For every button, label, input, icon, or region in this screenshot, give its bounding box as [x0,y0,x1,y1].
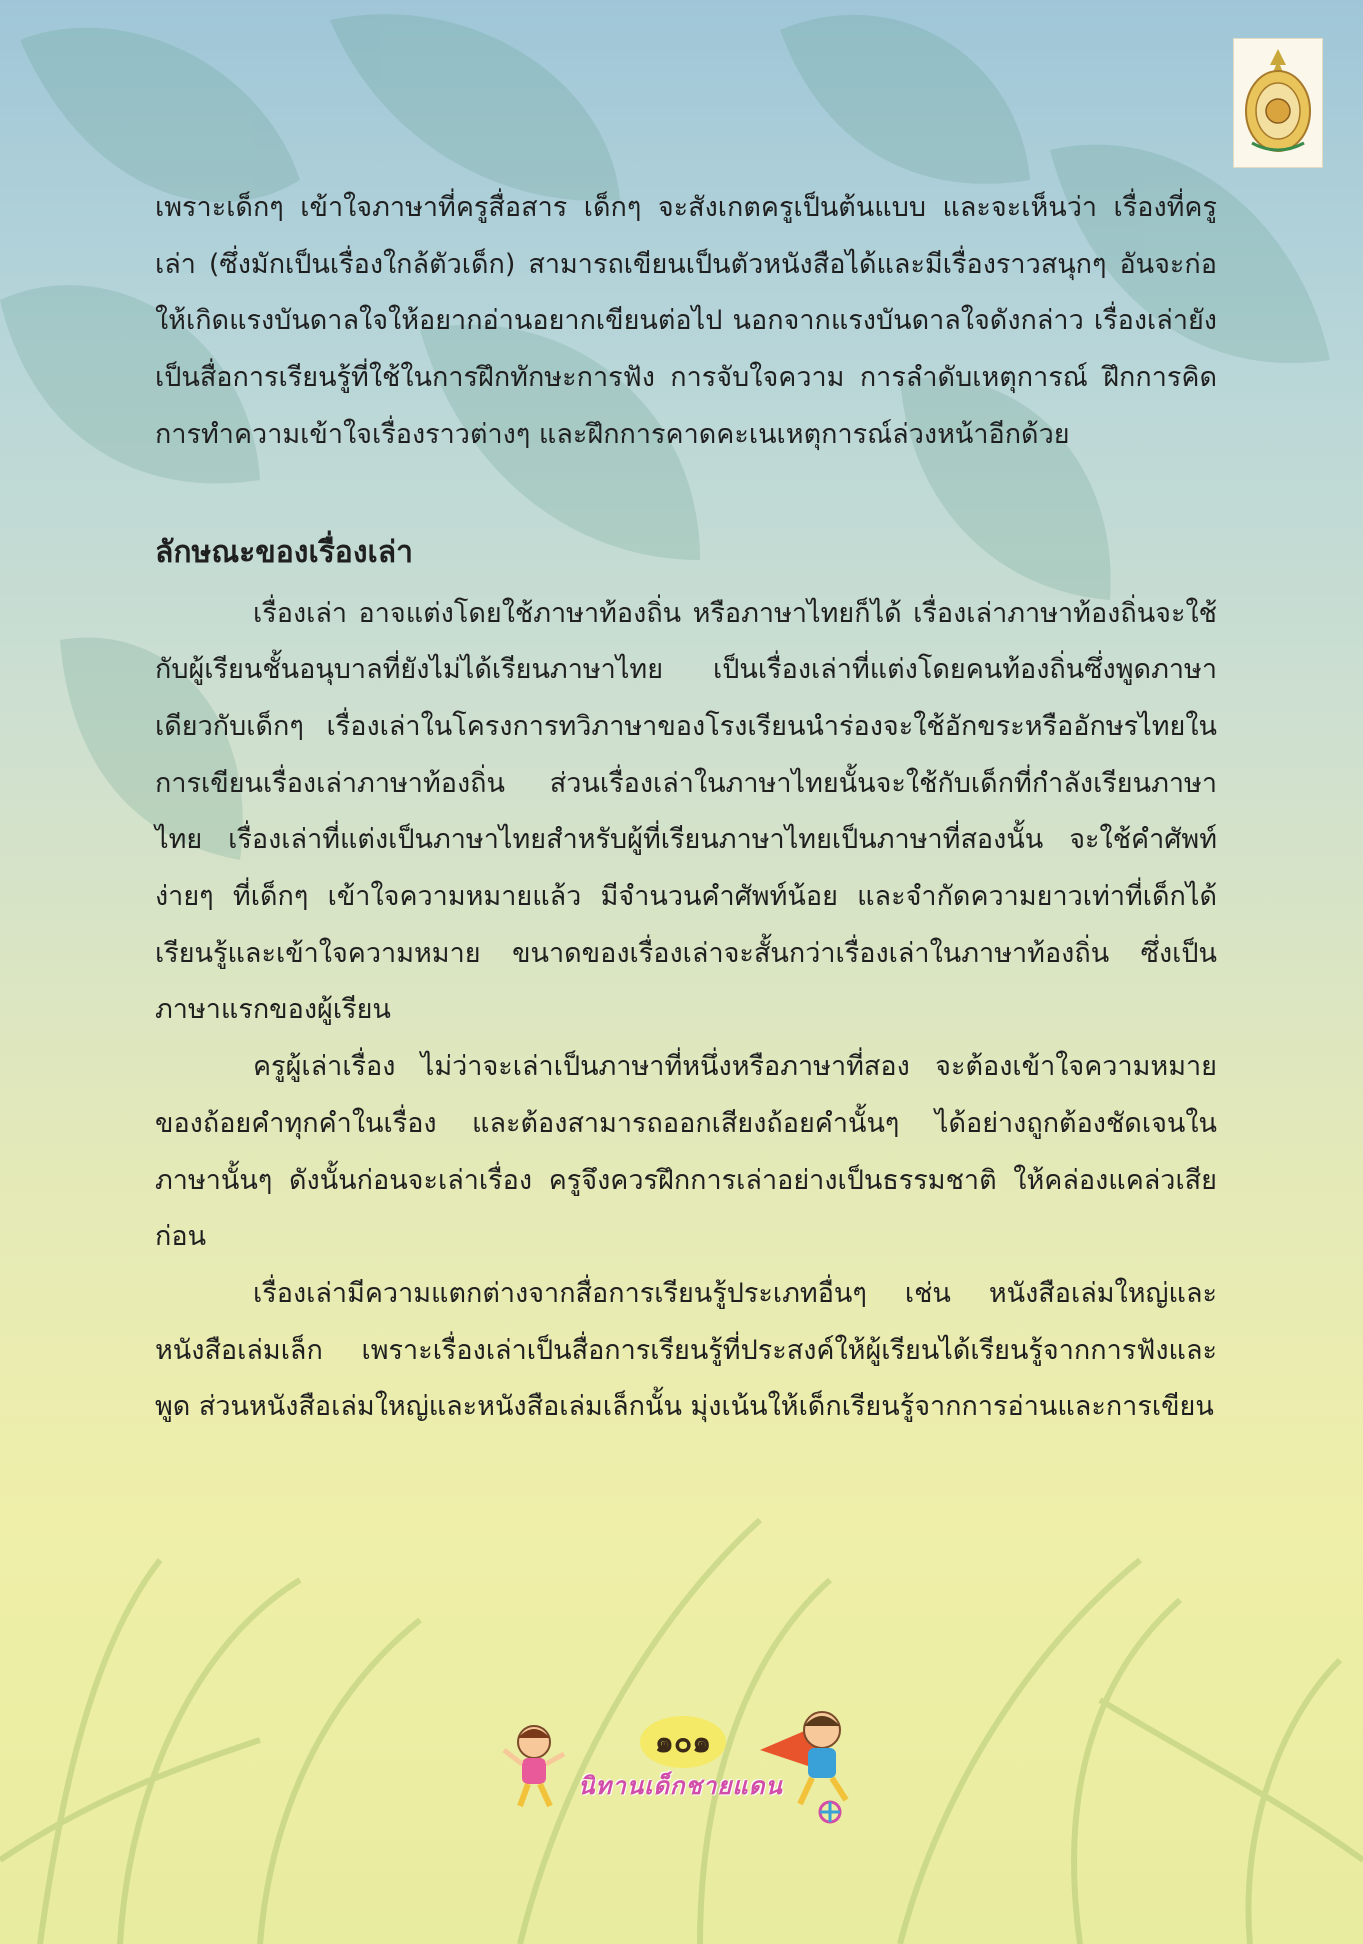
paragraph: เรื่องเล่า อาจแต่งโดยใช้ภาษาท้องถิ่น หรือภาษาไทยก็ได้ เรื่องเล่าภาษาท้องถิ่นจะใช้กับผู้เรียนชั้นอนุบาลที่ยังไม่ได้เรียนภาษาไทย เป็นเรื่องเล่าที่แต่งโดยคนท้องถิ่นซึ่งพูดภาษาเดียวกับเด็กๆ เรื่องเล่าในโครงการทวิภาษาของโรงเรียนนำร่องจะใช้อักขระหรืออักษรไทยในการเขียนเรื่องเล่าภาษาท้องถิ่น ส่วนเรื่องเล่าในภาษาไทยนั้นจะใช้กับเด็กที่กำลังเรียนภาษาไทย เรื่องเล่าที่แต่งเป็นภาษาไทยสำหรับผู้ที่เรียนภาษาไทยเป็นภาษาที่สองนั้น จะใช้คำศัพท์ง่ายๆ ที่เด็กๆ เข้าใจความหมายแล้ว มีจำนวนคำศัพท์น้อย และจำกัดความยาวเท่าที่เด็กได้เรียนรู้และเข้าใจความหมาย ขนาดของเรื่องเล่าจะสั้นกว่าเรื่องเล่าในภาษาท้องถิ่น ซึ่งเป็นภาษาแรกของผู้เรียน [155,597,1217,1026]
child-cartoon-icon [500,1720,570,1810]
page-footer [500,1700,900,1830]
paragraph: เรื่องเล่ามีความแตกต่างจากสื่อการเรียนรู้ประเภทอื่นๆ เช่น หนังสือเล่มใหญ่และหนังสือเล่มเล็ก เพราะเรื่องเล่าเป็นสื่อการเรียนรู้ที่ประสงค์ให้ผู้เรียนได้เรียนรู้จากการฟังและพูด ส่วนหนังสือเล่มใหญ่และหนังสือเล่มเล็กนั้น มุ่งเน้นให้เด็กเรียนรู้จากการอ่านและการเขียน [155,1277,1217,1423]
paragraph: เพราะเด็กๆ เข้าใจภาษาที่ครูสื่อสาร เด็กๆ จะสังเกตครูเป็นต้นแบบ และจะเห็นว่า เรื่องที่ครูเล่า (ซึ่งมักเป็นเรื่องใกล้ตัวเด็ก) สามารถเขียนเป็นตัวหนังสือได้และมีเรื่องราวสนุกๆ อันจะก่อให้เกิดแรงบันดาลใจให้อยากอ่านอยากเขียนต่อไป นอกจากแรงบันดาลใจดังกล่าว เรื่องเล่ายังเป็นสื่อการเรียนรู้ที่ใช้ในการฝึกทักษะการฟัง การจับใจความ การลำดับเหตุการณ์ ฝึกการคิด การทำความเข้าใจเรื่องราวต่างๆ และฝึกการคาดคะเนเหตุการณ์ล่วงหน้าอีกด้วย [155,192,1217,450]
section-heading: ลักษณะของเรื่องเล่า [155,534,413,570]
ministry-crest [1233,38,1323,168]
page-number: ๑๐๑ [640,1716,726,1768]
paragraph: ครูผู้เล่าเรื่อง ไม่ว่าจะเล่าเป็นภาษาที่หนึ่งหรือภาษาที่สอง จะต้องเข้าใจความหมายของถ้อยคำทุกคำในเรื่อง และต้องสามารถออกเสียงถ้อยคำนั้นๆ ได้อย่างถูกต้องชัดเจนในภาษานั้นๆ ดังนั้นก่อนจะเล่าเรื่อง ครูจึงควรฝึกการเล่าอย่างเป็นธรรมชาติ ให้คล่องแคล่วเสียก่อน [155,1051,1217,1253]
book-title-logo: นิทานเด็กชายแดน [578,1772,783,1800]
body-text [155,180,1217,1436]
child-cartoon-icon [760,1700,880,1830]
ministry-crest-icon [1240,45,1316,161]
